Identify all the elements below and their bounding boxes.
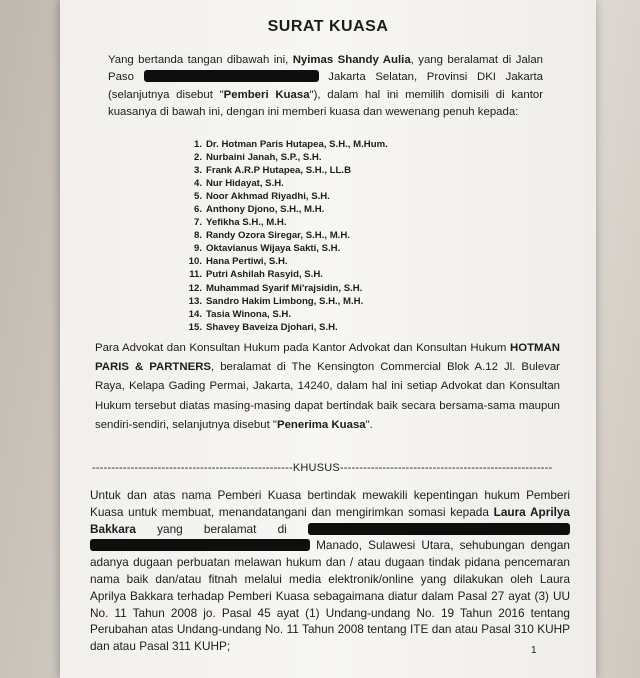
grantor-role: Pemberi Kuasa xyxy=(223,88,310,101)
lawyer-number: 10. xyxy=(188,256,202,268)
lawyer-name: Oktavianus Wijaya Sakti, S.H. xyxy=(206,243,341,255)
lawyer-name: Randy Ozora Siregar, S.H., M.H. xyxy=(206,230,350,242)
intro-paragraph xyxy=(108,52,543,122)
lawyer-number: 4. xyxy=(193,178,202,190)
document-page xyxy=(60,0,596,678)
intro-text-2: , yang beralamat di Jalan Paso xyxy=(108,54,543,84)
lawyer-list-item xyxy=(182,203,388,216)
lawyer-list-item xyxy=(182,151,388,164)
intro-text-1: Yang bertanda tangan dibawah ini, xyxy=(108,54,293,66)
lawyer-number: 2. xyxy=(193,152,202,164)
intro-text-3: Jakarta Selatan, Provinsi DKI Jakarta (selanjutnya disebut " xyxy=(108,71,543,101)
special-text-3: Manado, Sulawesi Utara, sehubungan dengan adanya dugaan perbuatan melawan hukum dan / atau dugaan tindak pidana pencemaran nama baik dan/atau fitnah melalui media elektronik/online yang dilakukan oleh Laura Aprilya Bakkara terhadap Pemberi Kuasa sebagaimana diatur dalam Pasal 27 ayat (3) UU No. 11 Tahun 2008 jo. Pasal 45 ayat (1) Undang-undang No. 19 Tahun 2016 tentang Perubahan atas Undang-undang No. 11 Tahun 2008 tentang ITE dan atau Pasal 310 KUHP dan atau Pasal 311 KUHP; xyxy=(90,538,570,654)
advocates-text-1: Para Advokat dan Konsultan Hukum pada Kantor Advokat dan Konsultan Hukum xyxy=(95,342,511,354)
lawyer-number: 7. xyxy=(193,217,202,229)
lawyer-list-item xyxy=(182,268,388,281)
lawyer-number: 5. xyxy=(193,191,202,203)
lawyer-number: 6. xyxy=(193,204,202,216)
lawyer-list-item xyxy=(182,164,388,177)
lawyer-number: 1. xyxy=(193,139,202,150)
advocates-text-2: , beralamat di The Kensington Commercial Blok A.12 Jl. Bulevar Raya, Kelapa Gading Permai, Jakarta, 14240, dalam hal ini setiap Advokat dan Konsultan Hukum tersebut diatas masing-masing dapat bertindak baik secara bersama-sama maupun sendiri-sendiri, selanjutnya disebut " xyxy=(95,361,560,431)
lawyer-name: Dr. Hotman Paris Hutapea, S.H., M.Hum. xyxy=(206,139,388,150)
special-text-2: yang beralamat di xyxy=(135,521,308,536)
lawyer-name: Frank A.R.P Hutapea, S.H., LL.B xyxy=(206,165,351,177)
khusus-divider: ----------------------------------------------------KHUSUS------------------------------------------------------- xyxy=(92,462,553,474)
lawyer-list-item xyxy=(182,177,388,190)
redaction-bar xyxy=(308,523,570,535)
lawyer-number: 15. xyxy=(188,321,202,333)
lawyer-number: 13. xyxy=(188,295,202,307)
lawyer-number: 8. xyxy=(193,230,202,242)
page-number: 1 xyxy=(531,645,537,656)
lawyer-list-item xyxy=(182,308,388,321)
lawyer-number: 9. xyxy=(193,243,202,255)
redaction-bar xyxy=(144,70,319,82)
lawyer-name: Sandro Hakim Limbong, S.H., M.H. xyxy=(206,295,364,307)
lawyer-list-item xyxy=(182,321,388,334)
lawyer-list-item xyxy=(182,190,388,203)
advocates-text-3: ". xyxy=(365,418,373,431)
lawyer-list-item xyxy=(182,255,388,268)
special-paragraph xyxy=(90,487,570,655)
special-text-1: Untuk dan atas nama Pemberi Kuasa bertindak mewakili kepentingan hukum Pemberi Kuasa untuk membuat, menandatangani dan mengirimkan somasi kepada xyxy=(90,488,570,519)
lawyer-name: Anthony Djono, S.H., M.H. xyxy=(206,204,325,216)
lawyer-number: 3. xyxy=(193,165,202,177)
lawyer-name: Noor Akhmad Riyadhi, S.H. xyxy=(206,191,330,203)
lawyer-list-item xyxy=(182,242,388,255)
lawyer-name: Nurbaini Janah, S.P., S.H. xyxy=(206,152,322,164)
lawyer-list-item xyxy=(182,229,388,242)
lawyer-number: 11. xyxy=(189,269,202,281)
document-title: SURAT KUASA xyxy=(267,18,389,35)
lawyer-name: Hana Pertiwi, S.H. xyxy=(206,256,288,268)
lawyer-name: Yefikha S.H., M.H. xyxy=(206,217,287,229)
intro-text-4: "), dalam hal ini memilih domisili di kantor kuasanya di bawah ini, dengan ini memberi kuasa dan wewenang penuh kepada: xyxy=(108,88,543,119)
target-name: Laura Aprilya Bakkara xyxy=(90,504,570,536)
grantor-name: Nyimas Shandy Aulia xyxy=(292,54,411,66)
lawyer-name: Putri Ashilah Rasyid, S.H. xyxy=(206,269,323,281)
law-firm-name: HOTMAN PARIS & PARTNERS xyxy=(95,342,560,374)
grantee-role: Penerima Kuasa xyxy=(276,418,366,431)
lawyer-list-item xyxy=(182,282,388,295)
lawyer-number: 12. xyxy=(188,282,202,294)
lawyer-name: Nur Hidayat, S.H. xyxy=(206,178,284,190)
lawyer-list-item xyxy=(182,216,388,229)
lawyer-number: 14. xyxy=(188,308,202,320)
lawyer-list-item xyxy=(182,295,388,308)
lawyer-list xyxy=(182,138,388,334)
lawyer-name: Muhammad Syarif Mi'rajsidin, S.H. xyxy=(206,282,363,294)
lawyer-name: Tasia Winona, S.H. xyxy=(206,308,292,320)
lawyer-name: Shavey Baveiza Djohari, S.H. xyxy=(206,321,338,333)
lawyer-list-item xyxy=(182,138,388,151)
advocates-paragraph xyxy=(95,339,560,435)
redaction-bar xyxy=(90,539,310,551)
